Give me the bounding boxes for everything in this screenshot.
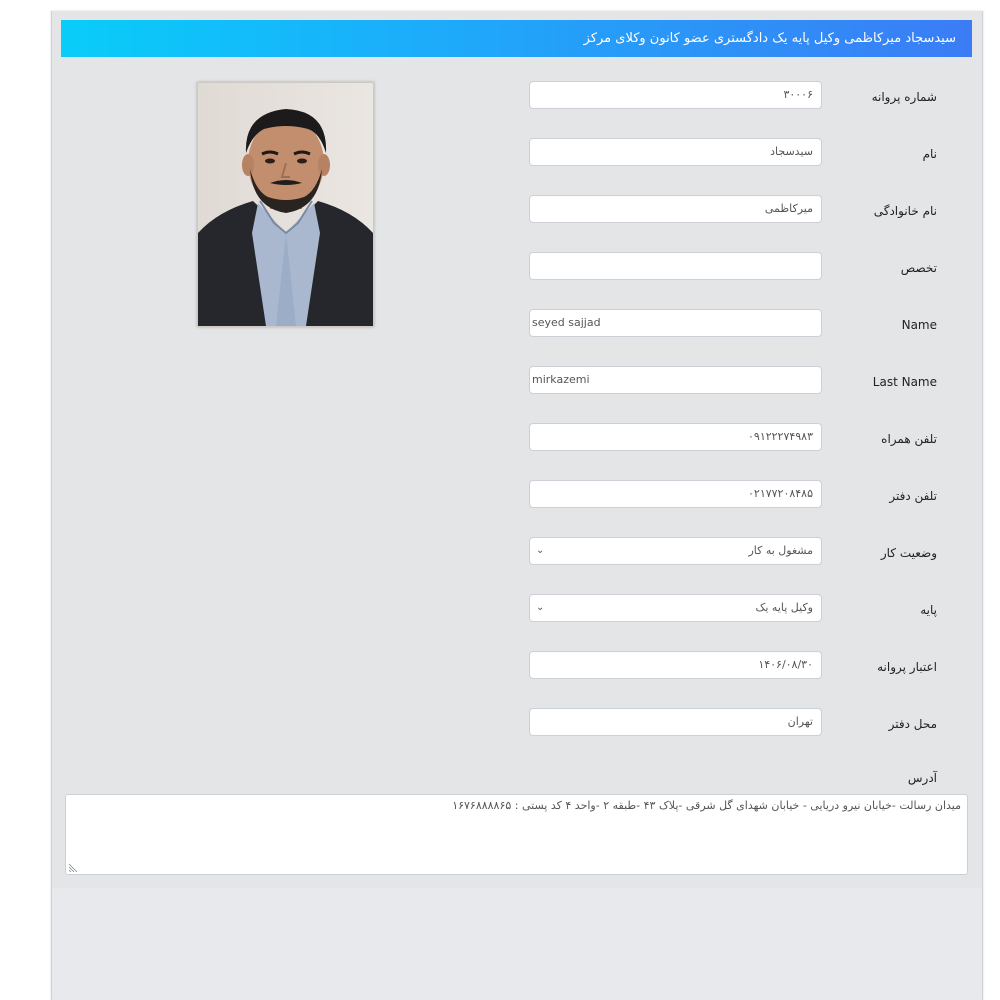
first-name-input[interactable]: سیدسجاد	[529, 138, 822, 166]
office-location-label: محل دفتر	[888, 717, 937, 731]
address-textarea[interactable]	[65, 794, 968, 875]
mobile-input[interactable]: ۰۹۱۲۲۲۷۴۹۸۳	[529, 423, 822, 451]
name-en-label: Name	[901, 318, 937, 332]
license-validity-input[interactable]: ۱۴۰۶/۰۸/۳۰	[529, 651, 822, 679]
license-number-label: شماره پروانه	[871, 90, 937, 104]
profile-header	[61, 20, 972, 57]
last-name-input[interactable]: میرکاظمی	[529, 195, 822, 223]
grade-select[interactable]	[529, 594, 822, 622]
grade-value: وکیل پایه یک	[755, 601, 813, 614]
profile-title: سیدسجاد میرکاظمی وکیل پایه یک دادگستری عضو کانون وکلای مرکز	[583, 31, 956, 46]
last-name-en-input[interactable]: mirkazemi	[529, 366, 822, 394]
profile-page	[51, 11, 983, 1000]
specialty-input[interactable]	[529, 252, 822, 280]
address-text: میدان رسالت -خیابان نیرو دریایی - خیابان شهدای گل شرقی -پلاک ۴۳ -طبقه ۲ -واحد ۴ کد پستی : ۱۶۷۶۸۸۸۸۶۵	[452, 799, 961, 812]
profile-photo	[197, 82, 374, 327]
office-location-input[interactable]: تهران	[529, 708, 822, 736]
work-status-label: وضعیت کار	[880, 546, 937, 560]
specialty-label: تخصص	[900, 261, 937, 275]
last-name-label: نام خانوادگی	[873, 204, 937, 218]
work-status-select[interactable]	[529, 537, 822, 565]
office-phone-label: تلفن دفتر	[889, 489, 937, 503]
license-number-input[interactable]: ۳۰۰۰۶	[529, 81, 822, 109]
office-phone-input[interactable]: ۰۲۱۷۷۲۰۸۴۸۵	[529, 480, 822, 508]
first-name-label: نام	[922, 147, 937, 161]
resize-grip-icon[interactable]	[68, 862, 78, 872]
work-status-value: مشغول به کار	[748, 544, 813, 557]
chevron-down-icon: ⌄	[536, 545, 545, 556]
address-label: آدرس	[907, 771, 937, 785]
grade-label: پایه	[920, 603, 937, 617]
last-name-en-label: Last Name	[872, 375, 937, 389]
name-en-input[interactable]: seyed sajjad	[529, 309, 822, 337]
mobile-label: تلفن همراه	[881, 432, 937, 446]
profile-panel	[52, 11, 982, 888]
license-validity-label: اعتبار پروانه	[877, 660, 937, 674]
person-portrait-image	[198, 83, 373, 326]
chevron-down-icon: ⌄	[536, 602, 545, 613]
